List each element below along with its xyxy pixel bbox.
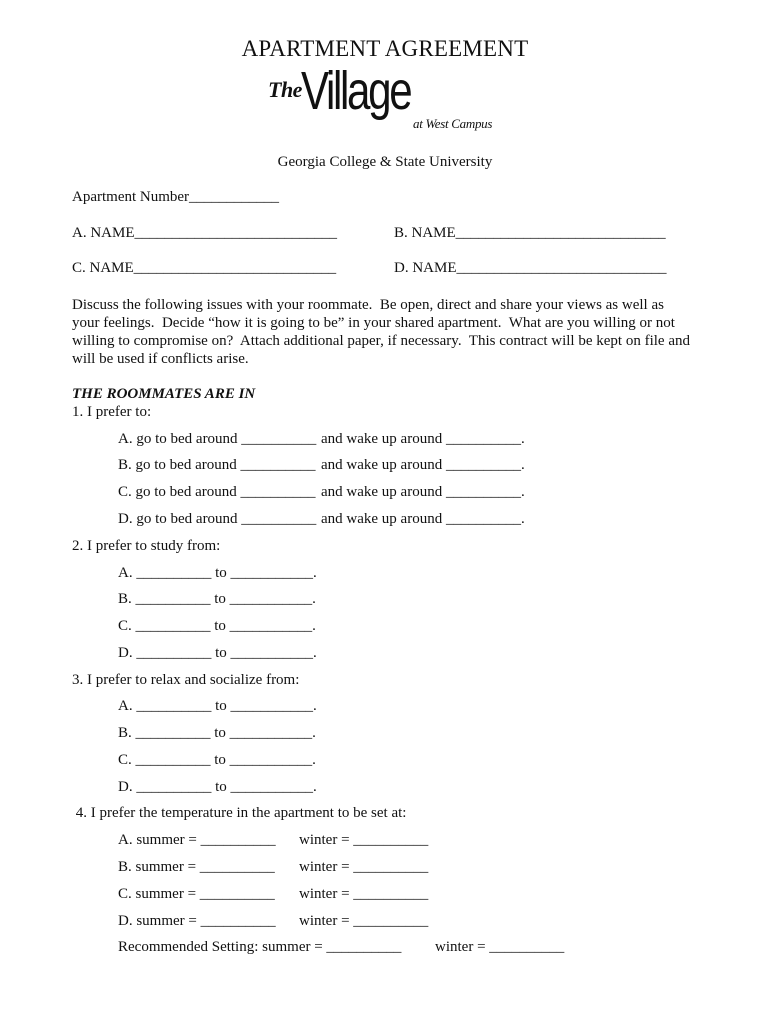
q3-option-b[interactable]: B. __________ to ___________. bbox=[118, 725, 316, 741]
apartment-number-field[interactable]: Apartment Number____________ bbox=[72, 189, 280, 205]
q1-option-b-wake[interactable]: and wake up around __________. bbox=[321, 457, 525, 473]
q3-option-d[interactable]: D. __________ to ___________. bbox=[118, 779, 317, 795]
intro-paragraph bbox=[72, 296, 712, 368]
section-heading: THE ROOMMATES ARE IN bbox=[72, 386, 256, 402]
q1-option-c-bedtime[interactable]: C. go to bed around __________ bbox=[118, 484, 316, 500]
q3-option-a[interactable]: A. __________ to ___________. bbox=[118, 698, 317, 714]
logo-subtitle: at West Campus bbox=[413, 116, 493, 131]
q4-option-a-winter[interactable]: winter = __________ bbox=[299, 832, 429, 848]
intro-line: will be used if conflicts arise. bbox=[72, 351, 249, 367]
question-2-prompt: 2. I prefer to study from: bbox=[72, 538, 221, 554]
name-field-b[interactable]: B. NAME____________________________ bbox=[394, 225, 666, 241]
question-4-prompt: 4. I prefer the temperature in the apartment to be set at: bbox=[72, 805, 407, 821]
intro-line: willing to compromise on? Attach additional paper, if necessary. This contract will be kept on file and bbox=[72, 333, 690, 349]
question-1-prompt: 1. I prefer to: bbox=[72, 404, 152, 420]
document-title: APARTMENT AGREEMENT bbox=[241, 36, 529, 61]
q4-option-c-winter[interactable]: winter = __________ bbox=[299, 886, 429, 902]
intro-line: Discuss the following issues with your roommate. Be open, direct and share your views as well as bbox=[72, 297, 664, 313]
q1-option-b-bedtime[interactable]: B. go to bed around __________ bbox=[118, 457, 316, 473]
q4-option-a-summer[interactable]: A. summer = __________ bbox=[118, 832, 276, 848]
q2-option-c[interactable]: C. __________ to ___________. bbox=[118, 618, 316, 634]
name-field-a[interactable]: A. NAME___________________________ bbox=[72, 225, 337, 241]
recommended-winter-field[interactable]: winter = __________ bbox=[435, 939, 565, 955]
intro-line: your feelings. Decide “how it is going to be” in your shared apartment. What are you willing or not bbox=[72, 315, 675, 331]
q2-option-b[interactable]: B. __________ to ___________. bbox=[118, 591, 316, 607]
logo-village-text: Village bbox=[301, 61, 411, 121]
q1-option-c-wake[interactable]: and wake up around __________. bbox=[321, 484, 525, 500]
q4-option-b-summer[interactable]: B. summer = __________ bbox=[118, 859, 275, 875]
q4-option-d-summer[interactable]: D. summer = __________ bbox=[118, 913, 276, 929]
institution-name: Georgia College & State University bbox=[277, 154, 493, 170]
q1-option-d-wake[interactable]: and wake up around __________. bbox=[321, 511, 525, 527]
q2-option-a[interactable]: A. __________ to ___________. bbox=[118, 565, 317, 581]
q4-option-c-summer[interactable]: C. summer = __________ bbox=[118, 886, 275, 902]
recommended-summer-field[interactable]: Recommended Setting: summer = __________ bbox=[118, 939, 402, 955]
q3-option-c[interactable]: C. __________ to ___________. bbox=[118, 752, 316, 768]
q1-option-d-bedtime[interactable]: D. go to bed around __________ bbox=[118, 511, 317, 527]
q4-option-d-winter[interactable]: winter = __________ bbox=[299, 913, 429, 929]
name-field-c[interactable]: C. NAME___________________________ bbox=[72, 260, 337, 276]
q1-option-a-bedtime[interactable]: A. go to bed around __________ bbox=[118, 431, 317, 447]
logo-the-text: The bbox=[268, 77, 302, 102]
q2-option-d[interactable]: D. __________ to ___________. bbox=[118, 645, 317, 661]
q1-option-a-wake[interactable]: and wake up around __________. bbox=[321, 431, 525, 447]
question-3-prompt: 3. I prefer to relax and socialize from: bbox=[72, 672, 300, 688]
name-field-d[interactable]: D. NAME____________________________ bbox=[394, 260, 667, 276]
q4-option-b-winter[interactable]: winter = __________ bbox=[299, 859, 429, 875]
